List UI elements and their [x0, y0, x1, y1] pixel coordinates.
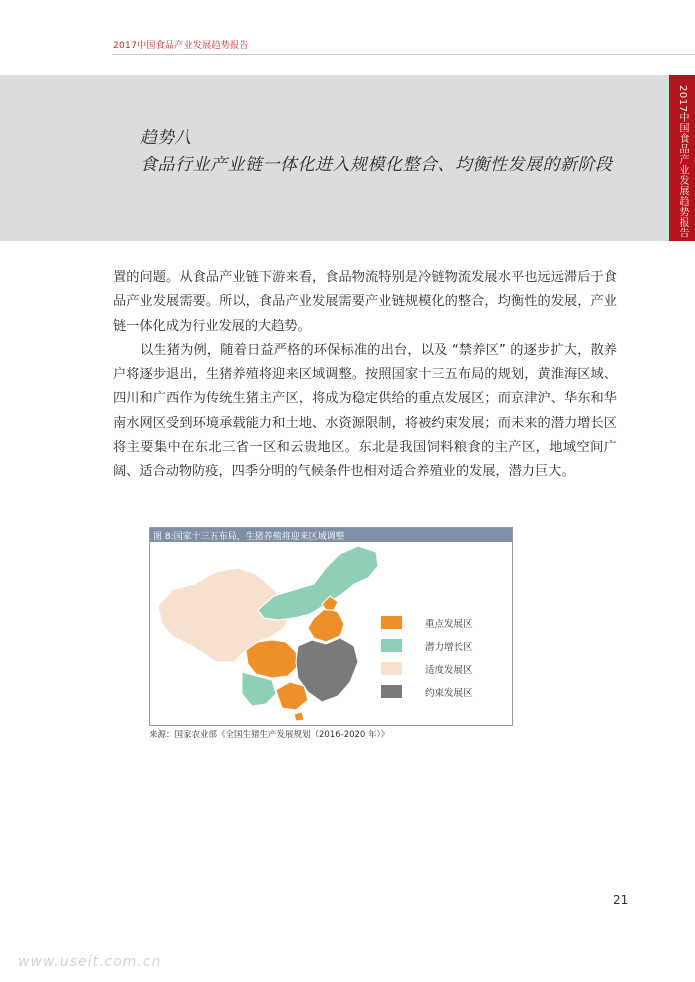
map-region-key-sichuan — [246, 640, 298, 678]
section-subtitle: 食品行业产业链一体化进入规模化整合、均衡性发展的新阶段 — [140, 155, 613, 175]
map-region-potential-north — [258, 546, 378, 620]
map-region-key-hainan — [294, 712, 304, 721]
legend-item-key — [381, 614, 501, 632]
legend-swatch-potential — [381, 639, 402, 652]
side-report-tab — [669, 75, 695, 241]
legend-label-potential: 潜力增长区 — [425, 642, 473, 653]
legend-label-moderate: 适度发展区 — [425, 665, 473, 676]
map-region-key-guangxi — [276, 682, 308, 710]
legend-swatch-key — [381, 616, 402, 629]
legend-item-potential — [381, 637, 501, 655]
paragraph-2: 以生猪为例，随着日益严格的环保标准的出台，以及 “禁养区” 的逐步扩大，散养户将逐步退出，生猪养殖将迎来区域调整。按照国家十三五布局的规划，黄淮海区域、四川和广西作为传统生猪主产区，将成为稳定供给的重点发展区；而京津沪、华东和华南水网区受到环境承载能力和土地、水资源限制，将被约束发展；而未来的潜力增长区将主要集中在东北三省一区和云贵地区。东北是我国饲料粮食的主产区，地域空间广阔、适合动物防疫，四季分明的气候条件也相对适合养殖业的发展，潜力巨大。 — [113, 342, 617, 480]
china-map — [154, 544, 378, 722]
paragraph-1: 置的问题。从食品产业链下游来看，食品物流特别是冷链物流发展水平也远远滞后于食品产业发展需要。所以，食品产业发展需要产业链规模化的整合，均衡性的发展，产业链一体化成为行业发展的大趋势。 — [113, 270, 617, 334]
page-number: 21 — [613, 893, 629, 907]
side-tab-label: 2017中国食品产业发展趋势报告 — [677, 85, 688, 239]
legend-item-moderate — [381, 660, 501, 678]
header-divider — [113, 54, 695, 55]
body-text — [113, 266, 617, 485]
figure-caption-bar — [150, 528, 512, 542]
legend-item-constrained — [381, 683, 501, 701]
watermark: www.useit.com.cn — [18, 954, 162, 970]
legend-label-key: 重点发展区 — [425, 619, 473, 630]
figure-map — [149, 527, 513, 726]
figure-caption: 图 8:国家十三五布局，生猪养殖将迎来区域调整 — [153, 532, 345, 542]
legend-swatch-constrained — [381, 685, 402, 698]
report-header-title: 2017中国食品产业发展趋势报告 — [113, 41, 249, 51]
section-banner — [0, 75, 695, 241]
figure-source: 来源：国家农业部《全国生猪生产发展规划（2016-2020 年）》 — [149, 730, 390, 740]
map-region-key-huanghuai — [308, 608, 344, 642]
legend-swatch-moderate — [381, 662, 402, 675]
legend-label-constrained: 约束发展区 — [425, 688, 473, 699]
trend-label: 趋势八 — [140, 128, 191, 148]
